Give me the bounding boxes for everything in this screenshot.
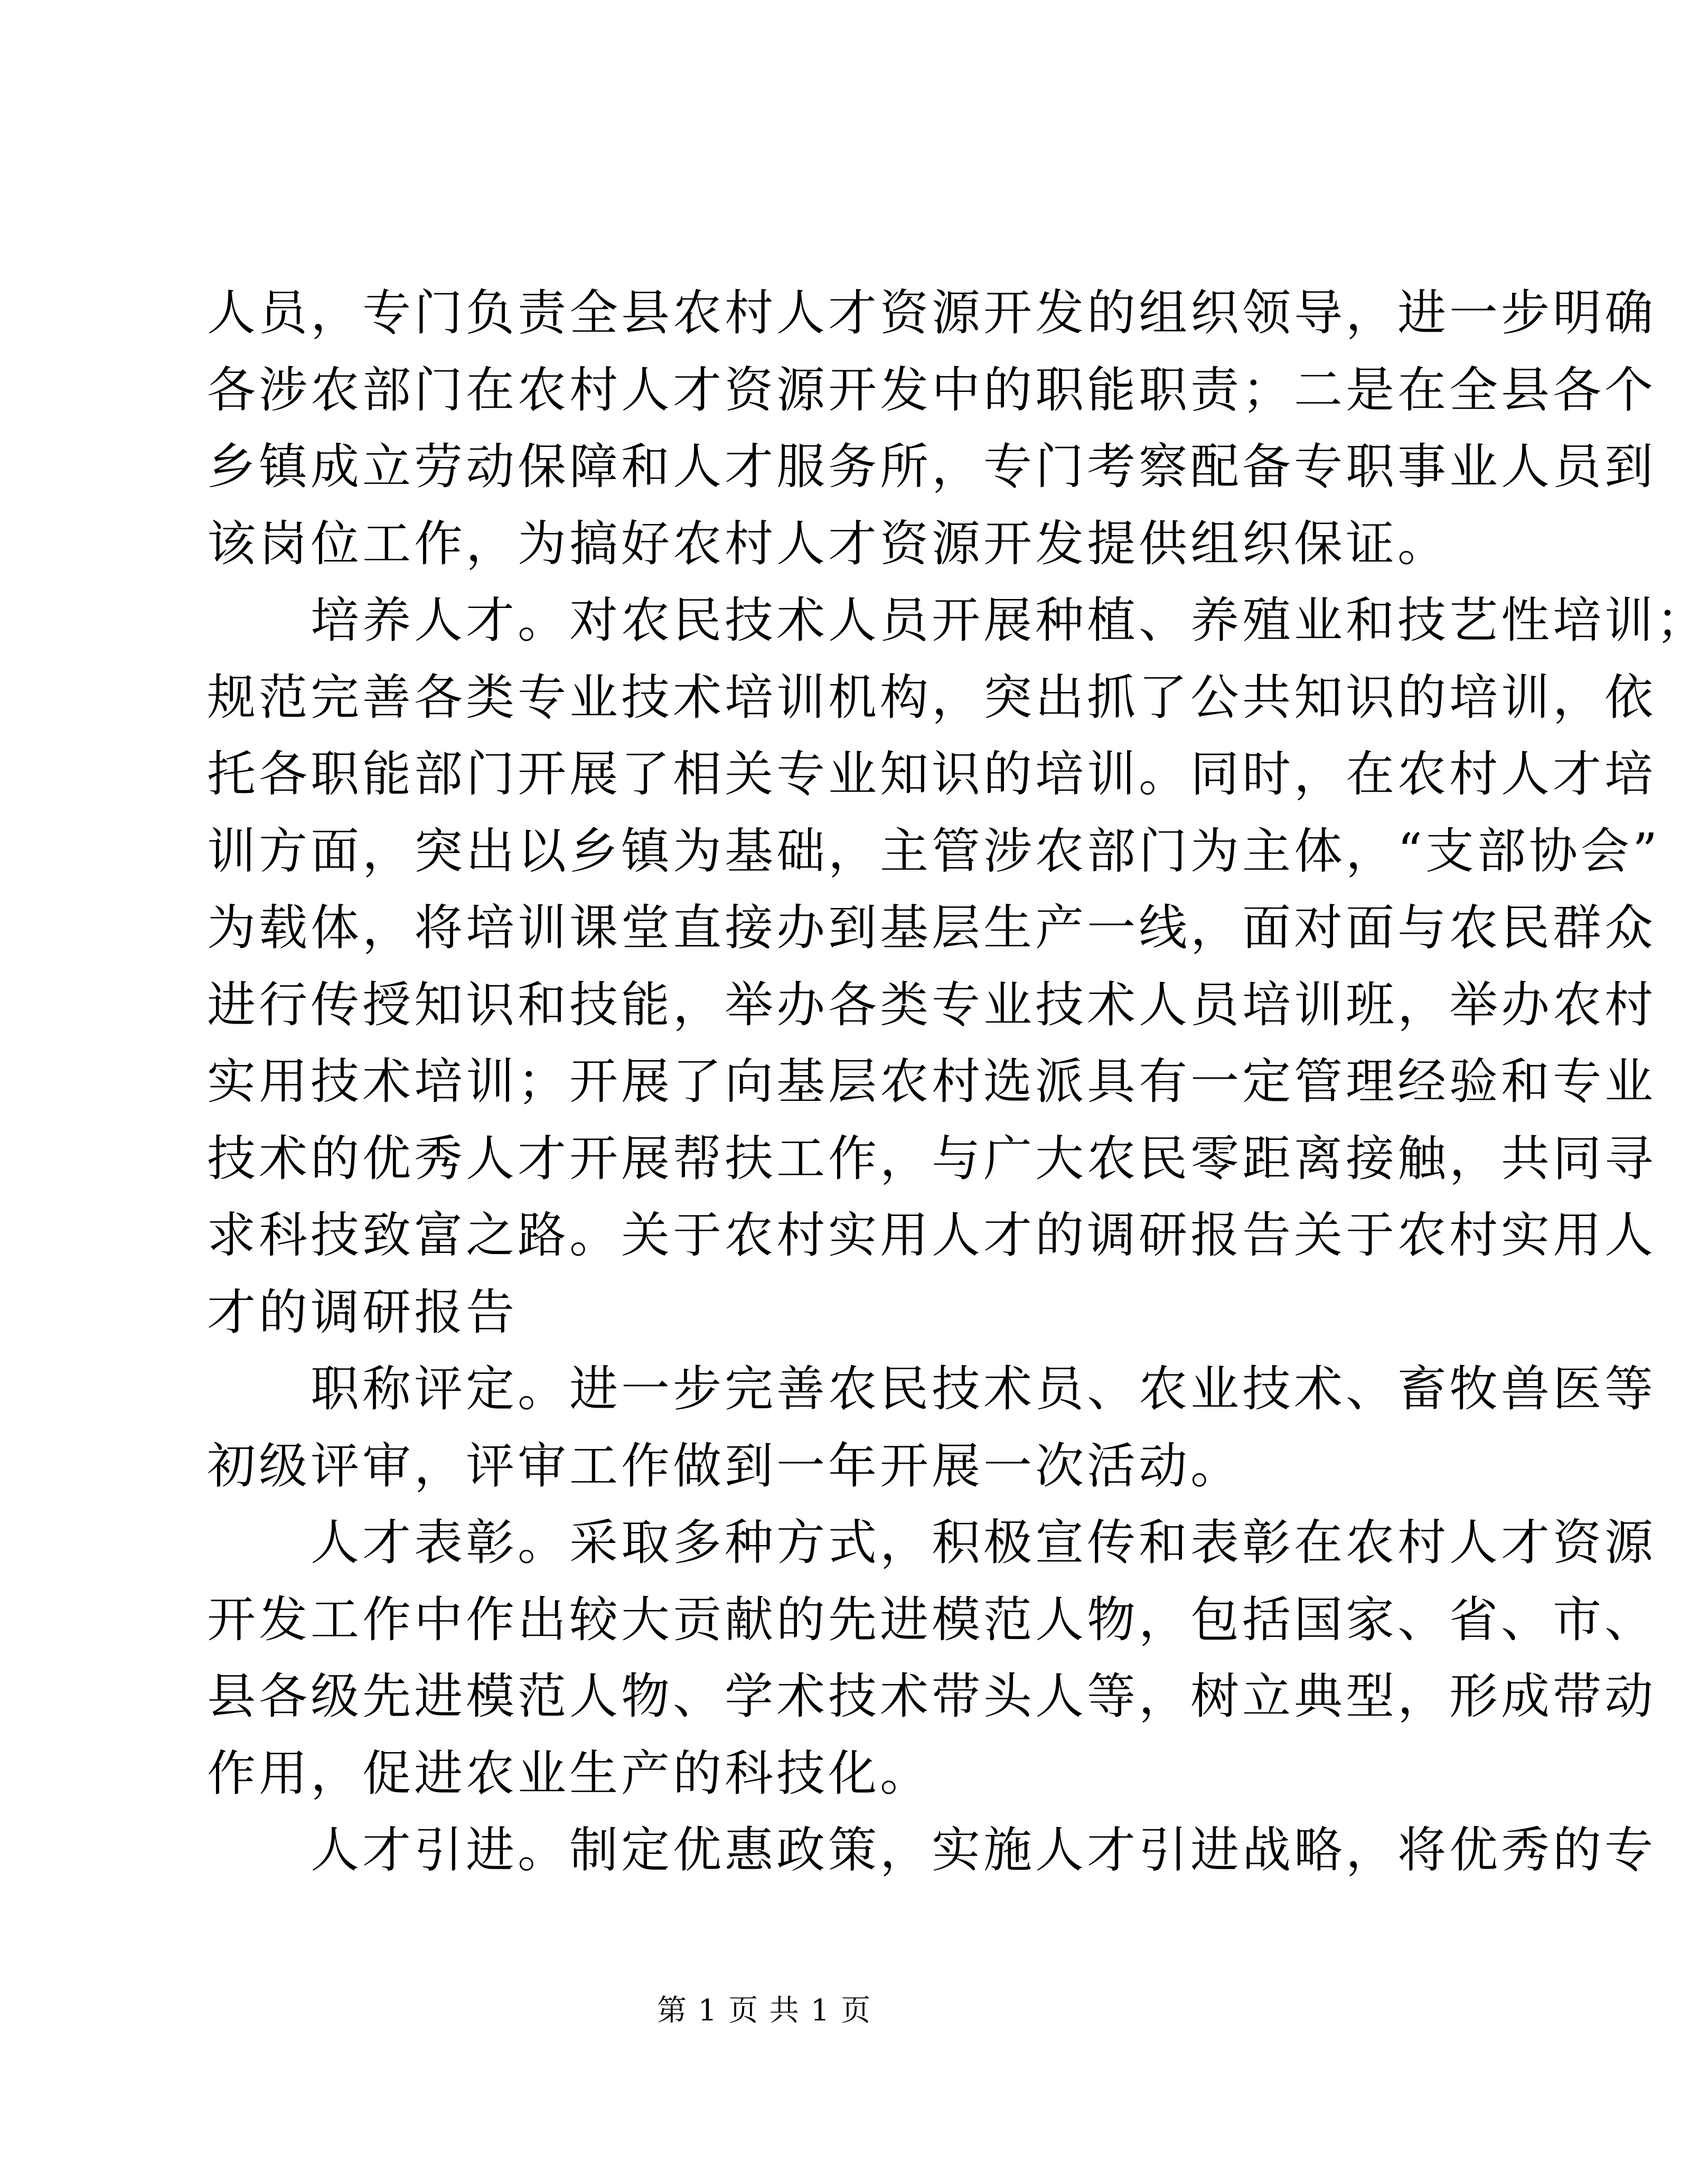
text-line: 为载体，将培训课堂直接办到基层生产一线，面对面与农民群众 bbox=[207, 900, 1657, 956]
paragraph-title-evaluation bbox=[207, 1351, 1657, 1504]
text-line: 作用，促进农业生产的科技化。 bbox=[207, 1745, 932, 1802]
text-line: 托各职能部门开展了相关专业知识的培训。同时，在农村人才培 bbox=[207, 746, 1657, 802]
text-line: 初级评审，评审工作做到一年开展一次活动。 bbox=[207, 1437, 1243, 1494]
text-line: 人才表彰。采取多种方式，积极宣传和表彰在农村人才资源 bbox=[207, 1514, 1657, 1571]
text-line: 开发工作中作出较大贡献的先进模范人物，包括国家、省、市、 bbox=[207, 1591, 1657, 1648]
document-body bbox=[207, 275, 1708, 1889]
text-line: 该岗位工作，为搞好农村人才资源开发提供组织保证。 bbox=[207, 515, 1450, 572]
text-line: 乡镇成立劳动保障和人才服务所，专门考察配备专职事业人员到 bbox=[207, 438, 1657, 495]
page-number-footer: 第 1 页 共 1 页 bbox=[656, 1993, 872, 2028]
text-line: 职称评定。进一步完善农民技术员、农业技术、畜牧兽医等 bbox=[207, 1361, 1657, 1417]
paragraph-talent-introduction bbox=[207, 1812, 1657, 1889]
text-line: 求科技致富之路。关于农村实用人才的调研报告关于农村实用人 bbox=[207, 1207, 1657, 1263]
text-line: 技术的优秀人才开展帮扶工作，与广大农民零距离接触，共同寻 bbox=[207, 1130, 1657, 1187]
text-line: 人才引进。制定优惠政策，实施人才引进战略，将优秀的专 bbox=[207, 1822, 1657, 1878]
text-line: 各涉农部门在农村人才资源开发中的职能职责；二是在全县各个 bbox=[207, 361, 1657, 418]
text-line: 实用技术培训；开展了向基层农村选派具有一定管理经验和专业 bbox=[207, 1053, 1657, 1110]
text-line: 县各级先进模范人物、学术技术带头人等，树立典型，形成带动 bbox=[207, 1668, 1657, 1725]
text-line: 规范完善各类专业技术培训机构，突出抓了公共知识的培训，依 bbox=[207, 669, 1657, 726]
paragraph-training-talent bbox=[207, 582, 1708, 1351]
paragraph-1 bbox=[207, 275, 1657, 582]
text-line: 才的调研报告 bbox=[207, 1284, 518, 1341]
text-line: 人员，专门负责全县农村人才资源开发的组织领导，进一步明确 bbox=[207, 285, 1657, 341]
paragraph-talent-commendation bbox=[207, 1504, 1657, 1812]
text-line: 培养人才。对农民技术人员开展种植、养殖业和技艺性培训； bbox=[207, 592, 1708, 649]
text-line: 进行传授知识和技能，举办各类专业技术人员培训班，举办农村 bbox=[207, 976, 1657, 1033]
text-line: 训方面，突出以乡镇为基础，主管涉农部门为主体，“支部协会” bbox=[207, 822, 1661, 879]
